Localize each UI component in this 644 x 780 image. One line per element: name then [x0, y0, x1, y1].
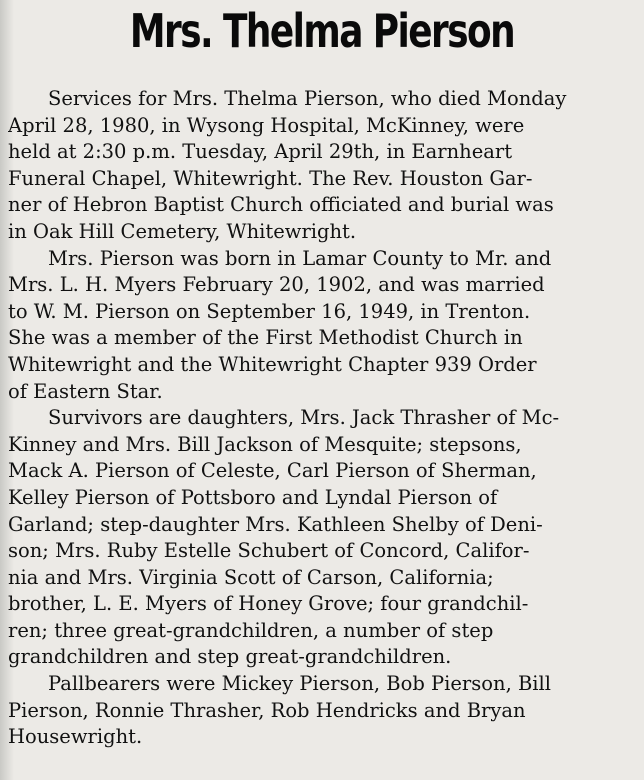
text-line: Garland; step-daughter Mrs. Kathleen Shelby of Deni-: [8, 512, 543, 536]
text-line: Services for Mrs. Thelma Pierson, who died Monday: [48, 87, 567, 110]
text-line: Pierson, Ronnie Thrasher, Rob Hendricks and Bryan: [8, 698, 526, 722]
text-line: held at 2:30 p.m. Tuesday, April 29th, in Earnheart: [8, 140, 513, 164]
text-line: Survivors are daughters, Mrs. Jack Thrasher of Mc-: [48, 406, 560, 430]
text-line: son; Mrs. Ruby Estelle Schubert of Concord, Califor-: [8, 539, 530, 563]
text-line: She was a member of the First Methodist Church in: [8, 326, 523, 350]
text-line: to W. M. Pierson on September 16, 1949, in Trenton.: [8, 299, 531, 323]
obituary-body: [8, 86, 640, 751]
text-line: nia and Mrs. Virginia Scott of Carson, California;: [8, 565, 494, 589]
text-line: brother, L. E. Myers of Honey Grove; four grandchil-: [8, 592, 529, 616]
text-line: Kelley Pierson of Pottsboro and Lyndal Pierson of: [8, 485, 498, 509]
text-line: ren; three great-grandchildren, a number of step: [8, 618, 494, 642]
text-line: Housewright.: [8, 725, 143, 749]
text-line: of Eastern Star.: [8, 379, 163, 403]
text-line: Funeral Chapel, Whitewright. The Rev. Houston Gar-: [8, 166, 533, 190]
text-line: April 28, 1980, in Wysong Hospital, McKinney, were: [8, 113, 525, 137]
text-line: Mack A. Pierson of Celeste, Carl Pierson of Sherman,: [8, 459, 537, 483]
text-line: Pallbearers were Mickey Pierson, Bob Pierson, Bill: [48, 672, 552, 696]
obituary-title: Mrs. Thelma Pierson: [129, 4, 515, 58]
text-line: Kinney and Mrs. Bill Jackson of Mesquite; stepsons,: [8, 432, 522, 456]
text-line: Mrs. L. H. Myers February 20, 1902, and was married: [8, 273, 545, 297]
text-line: Whitewright and the Whitewright Chapter 939 Order: [8, 352, 537, 376]
text-line: in Oak Hill Cemetery, Whitewright.: [8, 219, 357, 243]
text-line: Mrs. Pierson was born in Lamar County to Mr. and: [48, 246, 552, 270]
text-line: ner of Hebron Baptist Church officiated and burial was: [8, 193, 554, 217]
text-line: grandchildren and step great-grandchildren.: [8, 645, 452, 669]
